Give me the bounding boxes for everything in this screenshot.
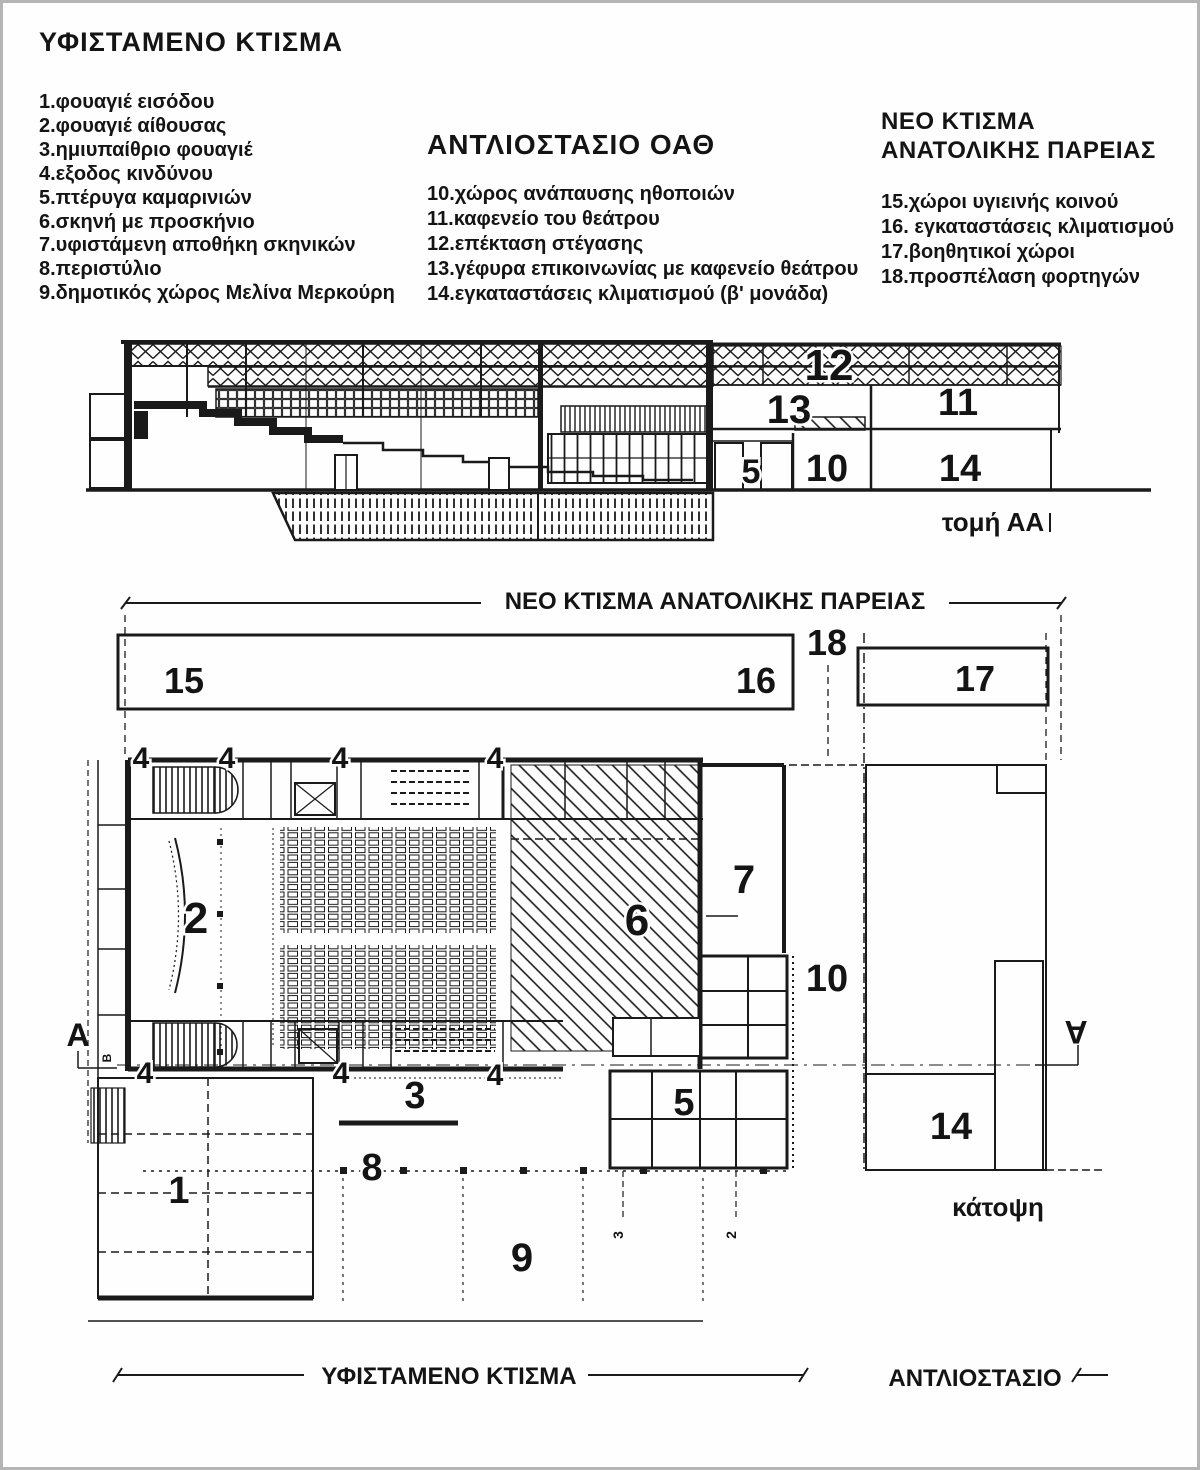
plan-caption: κάτοψη bbox=[952, 1192, 1044, 1222]
section-caption: τομή ΑΑ bbox=[941, 507, 1045, 537]
plan-header: ΝΕΟ ΚΤΙΣΜΑ ΑΝΑΤΟΛΙΚΗΣ ΠΑΡΕΙΑΣ bbox=[504, 588, 926, 615]
plan-label-2: 2 bbox=[183, 894, 209, 943]
plan-label-1: 1 bbox=[168, 1170, 190, 1212]
section-label-13: 13 bbox=[766, 388, 812, 432]
plan-label-5: 5 bbox=[673, 1082, 695, 1124]
legend-item: 8.περιστύλιο bbox=[39, 258, 162, 281]
section-label-12: 12 bbox=[804, 341, 854, 390]
legend-item: 17.βοηθητικοί χώροι bbox=[881, 241, 1075, 263]
plan-label-exit-4: 4 bbox=[332, 1057, 350, 1090]
section-label-5: 5 bbox=[741, 453, 761, 491]
grid-mark-b: B bbox=[100, 1053, 114, 1063]
legend-pumphouse-title: ΑΝΤΛΙΟΣΤΑΣΙΟ ΟΑΘ bbox=[427, 129, 716, 160]
legend-item: 16. εγκαταστάσεις κλιματισμού bbox=[881, 216, 1175, 238]
legend-item: 14.εγκαταστάσεις κλιματισμού (β' μονάδα) bbox=[427, 283, 829, 305]
architectural-drawing bbox=[3, 3, 1197, 1467]
plan-label-exit-4: 4 bbox=[486, 1059, 504, 1092]
legend-item: 2.φουαγιέ αίθουσας bbox=[39, 114, 227, 137]
plan-label-15: 15 bbox=[163, 660, 205, 701]
plan-label-7: 7 bbox=[732, 858, 756, 902]
footer-label-pumphouse: ΑΝΤΛΙΟΣΤΑΣΙΟ bbox=[888, 1365, 1062, 1392]
footer-label-existing: ΥΦΙΣΤΑΜΕΝΟ ΚΤΙΣΜΑ bbox=[321, 1363, 577, 1390]
legend-item: 18.προσπέλαση φορτηγών bbox=[881, 266, 1140, 288]
legend-item: 5.πτέρυγα καμαρινιών bbox=[39, 186, 252, 209]
plan-label-18: 18 bbox=[806, 622, 848, 663]
legend-item: 15.χώροι υγιεινής κοινού bbox=[881, 191, 1119, 213]
plan-label-3: 3 bbox=[404, 1075, 426, 1117]
legend-item: 11.καφενείο του θεάτρου bbox=[427, 208, 660, 230]
floor-plan bbox=[78, 597, 1108, 1382]
section-marker-a-right: A bbox=[1064, 1014, 1088, 1050]
legend-item: 6.σκηνή με προσκήνιο bbox=[39, 210, 255, 233]
legend-item: 3.ημιυπαίθριο φουαγιέ bbox=[39, 138, 253, 161]
legend-item: 10.χώρος ανάπαυσης ηθοποιών bbox=[427, 183, 735, 205]
legend-item: 12.επέκταση στέγασης bbox=[427, 233, 644, 255]
legend-item: 7.υφιστάμενη αποθήκη σκηνικών bbox=[39, 234, 356, 257]
legend-item: 13.γέφυρα επικοινωνίας με καφενείο θεάτρου bbox=[427, 258, 859, 280]
plan-label-6: 6 bbox=[624, 896, 650, 945]
legend-item: 1.φουαγιέ εισόδου bbox=[39, 91, 215, 113]
plan-label-16: 16 bbox=[735, 660, 777, 701]
plan-label-exit-4: 4 bbox=[218, 742, 236, 775]
grid-mark-3: 3 bbox=[610, 1231, 626, 1239]
legend-item: 9.δημοτικός χώρος Μελίνα Μερκούρη bbox=[39, 282, 395, 305]
plan-label-17: 17 bbox=[954, 658, 996, 699]
legend-existing-title: ΥΦΙΣΤΑΜΕΝΟ ΚΤΙΣΜΑ bbox=[39, 27, 344, 57]
plan-label-exit-4: 4 bbox=[331, 742, 349, 775]
legend-item: 4.εξοδος κινδύνου bbox=[39, 162, 213, 185]
plan-label-exit-4: 4 bbox=[136, 1057, 154, 1090]
plan-label-9: 9 bbox=[510, 1236, 534, 1280]
plan-label-exit-4: 4 bbox=[132, 742, 150, 775]
plan-label-8: 8 bbox=[361, 1147, 383, 1189]
plan-label-exit-4: 4 bbox=[486, 742, 504, 775]
plan-label-10: 10 bbox=[805, 958, 849, 1000]
plan-label-14: 14 bbox=[929, 1106, 973, 1148]
section-label-11: 11 bbox=[937, 382, 979, 424]
section-marker-a-left: A bbox=[66, 1017, 90, 1053]
legend-new-title: ΝΕΟ ΚΤΙΣΜΑ ΑΝΑΤΟΛΙΚΗΣ ΠΑΡΕΙΑΣ bbox=[881, 108, 1156, 164]
grid-mark-2: 2 bbox=[723, 1231, 739, 1239]
section-label-14: 14 bbox=[938, 448, 982, 490]
section-label-10: 10 bbox=[805, 448, 849, 490]
